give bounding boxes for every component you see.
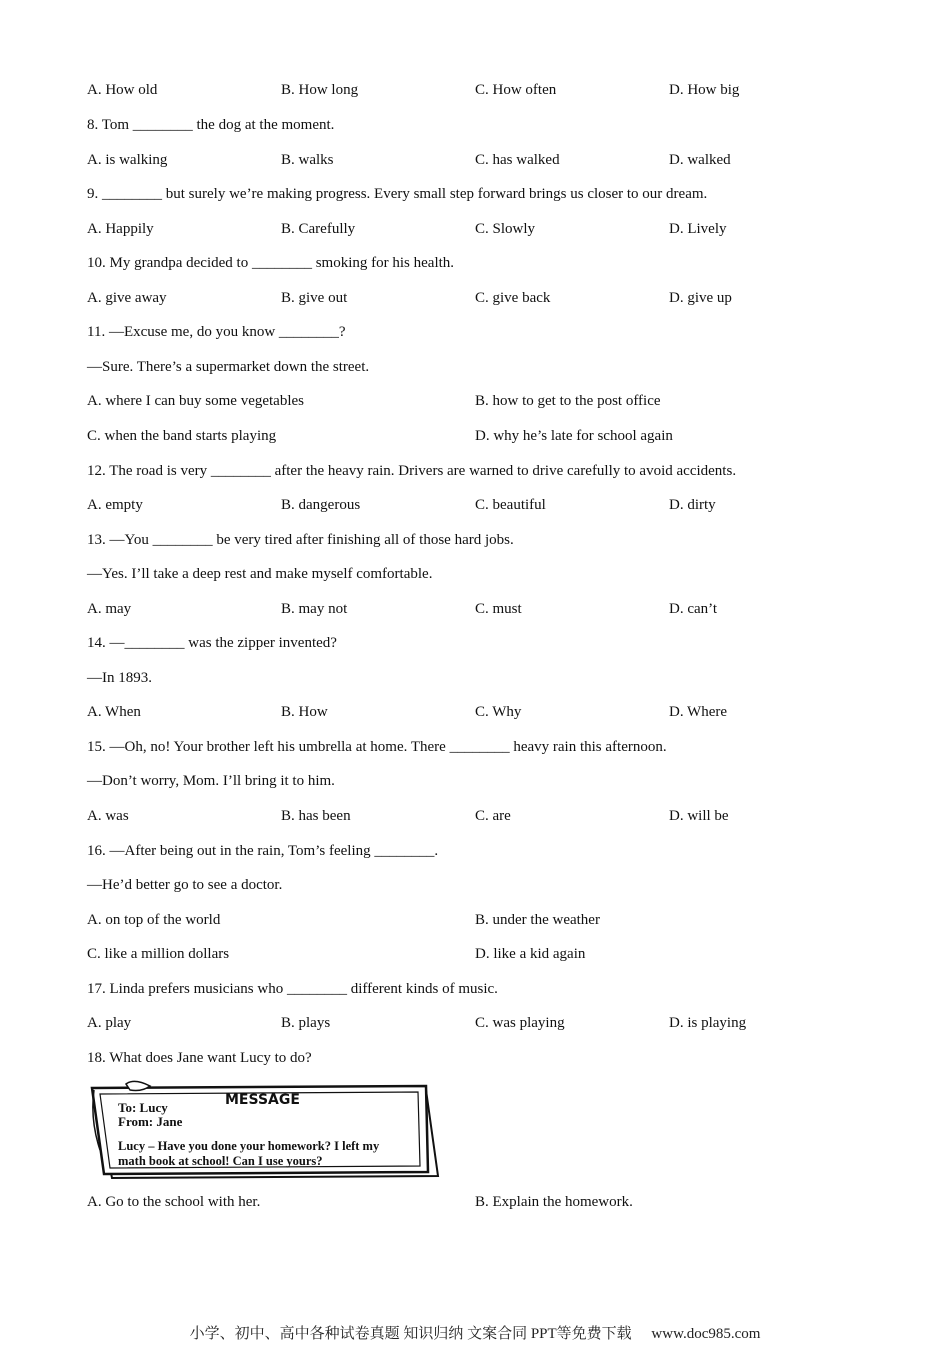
q11-stem: 11. —Excuse me, do you know ________? <box>87 324 346 340</box>
q14-option-d: D. Where <box>669 704 728 720</box>
q11-reply: —Sure. There’s a supermarket down the street. <box>87 359 370 375</box>
q7-options <box>87 79 910 101</box>
q17-option-c: C. was playing <box>475 1015 565 1031</box>
page-footer <box>0 1323 950 1345</box>
message-note-image <box>90 1080 440 1180</box>
q16-reply: —He’d better go to see a doctor. <box>87 877 283 893</box>
q9-options <box>87 218 910 240</box>
q13-stem: 13. —You ________ be very tired after finishing all of those hard jobs. <box>87 532 514 548</box>
q10-option-a: A. give away <box>87 290 167 306</box>
q10-stem: 10. My grandpa decided to ________ smoking for his health. <box>87 255 455 271</box>
q7-option-d: D. How big <box>669 82 740 98</box>
q17-option-a: A. play <box>87 1015 132 1031</box>
footer-site-link[interactable]: www.doc985.com <box>651 1326 761 1342</box>
q15-stem: 15. —Oh, no! Your brother left his umbrella at home. There ________ heavy rain this afternoon. <box>87 739 667 755</box>
q15-reply: —Don’t worry, Mom. I’ll bring it to him. <box>87 773 335 789</box>
q12-option-c: C. beautiful <box>475 497 546 513</box>
q16-options-row1 <box>87 909 910 931</box>
q9-stem: 9. ________ but surely we’re making progress. Every small step forward brings us closer to our dream. <box>87 186 708 202</box>
message-title: MESSAGE <box>225 1092 300 1108</box>
q8-stem: 8. Tom ________ the dog at the moment. <box>87 117 335 133</box>
q13-option-b: B. may not <box>281 601 348 617</box>
q7-option-b: B. How long <box>281 82 359 98</box>
message-note-frame <box>90 1080 440 1180</box>
q13-option-d: D. can’t <box>669 601 718 617</box>
q17-option-d: D. is playing <box>669 1015 747 1031</box>
q14-option-a: A. When <box>87 704 141 720</box>
q15-options <box>87 805 910 827</box>
q11-option-c: C. when the band starts playing <box>87 428 277 444</box>
q17-options <box>87 1012 910 1034</box>
q13-option-a: A. may <box>87 601 132 617</box>
q16-option-c: C. like a million dollars <box>87 946 230 962</box>
q14-options <box>87 701 910 723</box>
q15-option-d: D. will be <box>669 808 729 824</box>
q14-option-c: C. Why <box>475 704 522 720</box>
q10-options <box>87 287 910 309</box>
q9-option-d: D. Lively <box>669 221 727 237</box>
q9-option-c: C. Slowly <box>475 221 536 237</box>
q12-option-d: D. dirty <box>669 497 716 513</box>
q18-option-a: A. Go to the school with her. <box>87 1194 261 1210</box>
q18-option-b: B. Explain the homework. <box>475 1194 633 1210</box>
q15-option-a: A. was <box>87 808 129 824</box>
q14-stem: 14. —________ was the zipper invented? <box>87 635 337 651</box>
q11-option-b: B. how to get to the post office <box>475 393 661 409</box>
q16-options-row2 <box>87 943 910 965</box>
q10-option-c: C. give back <box>475 290 551 306</box>
q12-stem: 12. The road is very ________ after the heavy rain. Drivers are warned to drive carefully to avoid accidents. <box>87 463 737 479</box>
q8-option-d: D. walked <box>669 152 731 168</box>
q11-options-row1 <box>87 390 910 412</box>
message-line-1: Lucy – Have you done your homework? I left my <box>118 1139 380 1153</box>
q7-option-c: C. How often <box>475 82 557 98</box>
q15-option-b: B. has been <box>281 808 351 824</box>
q8-options <box>87 149 910 171</box>
q13-reply: —Yes. I’ll take a deep rest and make myself comfortable. <box>87 566 433 582</box>
q16-stem: 16. —After being out in the rain, Tom’s feeling ________. <box>87 843 439 859</box>
q13-options <box>87 598 910 620</box>
q11-option-a: A. where I can buy some vegetables <box>87 393 305 409</box>
q13-option-c: C. must <box>475 601 522 617</box>
q7-option-a: A. How old <box>87 82 158 98</box>
q10-option-b: B. give out <box>281 290 348 306</box>
q16-option-b: B. under the weather <box>475 912 600 928</box>
q12-option-a: A. empty <box>87 497 143 513</box>
q11-options-row2 <box>87 425 910 447</box>
q17-stem: 17. Linda prefers musicians who ________ different kinds of music. <box>87 981 498 997</box>
q9-option-b: B. Carefully <box>281 221 356 237</box>
q14-option-b: B. How <box>281 704 328 720</box>
message-line-2: math book at school! Can I use yours? <box>118 1154 323 1168</box>
q12-options <box>87 494 910 516</box>
q10-option-d: D. give up <box>669 290 732 306</box>
q14-reply: —In 1893. <box>87 670 152 686</box>
q9-option-a: A. Happily <box>87 221 154 237</box>
q15-option-c: C. are <box>475 808 511 824</box>
message-to: To: Lucy <box>118 1100 168 1115</box>
q18-stem: 18. What does Jane want Lucy to do? <box>87 1050 312 1066</box>
q11-option-d: D. why he’s late for school again <box>475 428 673 444</box>
q12-option-b: B. dangerous <box>281 497 361 513</box>
footer-text: 小学、初中、高中各种试卷真题 知识归纳 文案合同 PPT等免费下载 <box>189 1326 632 1342</box>
q8-option-c: C. has walked <box>475 152 560 168</box>
q17-option-b: B. plays <box>281 1015 331 1031</box>
q16-option-d: D. like a kid again <box>475 946 586 962</box>
q16-option-a: A. on top of the world <box>87 912 221 928</box>
q8-option-b: B. walks <box>281 152 334 168</box>
message-from: From: Jane <box>118 1114 183 1129</box>
q18-options <box>87 1191 910 1213</box>
q8-option-a: A. is walking <box>87 152 168 168</box>
